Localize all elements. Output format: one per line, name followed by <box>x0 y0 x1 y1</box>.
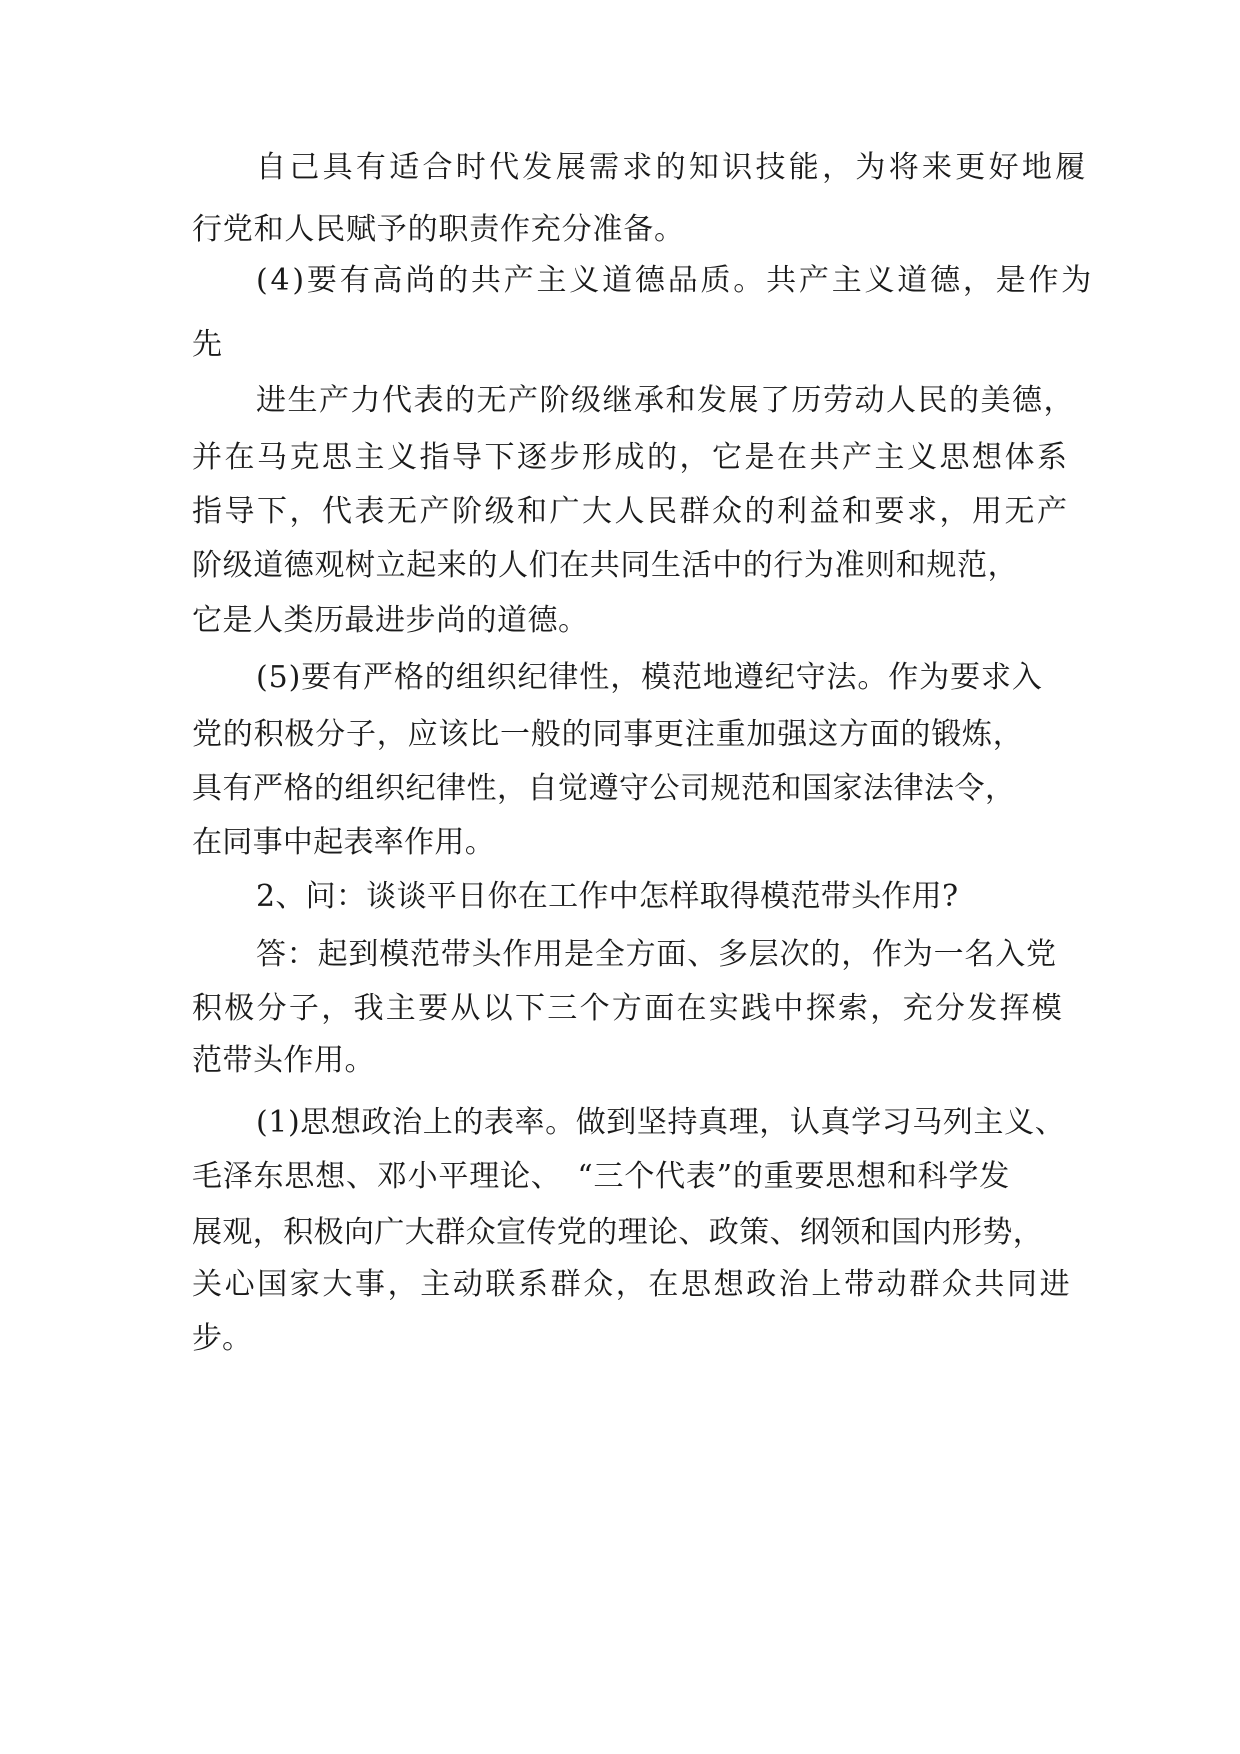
text-line-22: 步。 <box>192 1321 252 1356</box>
text-line-17: 范带头作用。 <box>192 1043 375 1078</box>
text-line-18: (1)思想政治上的表率。做到坚持真理，认真学习马列主义、 <box>256 1105 1066 1140</box>
text-line-1: 自己具有适合时代发展需求的知识技能，为将来更好地履 <box>256 150 1089 185</box>
text-line-5: 进生产力代表的无产阶级继承和发展了历劳动人民的美德， <box>256 383 1075 418</box>
text-line-8: 阶级道德观树立起来的人们在共同生活中的行为准则和规范， <box>192 548 1019 583</box>
text-line-20: 展观，积极向广大群众宣传党的理论、政策、纲领和国内形势， <box>192 1215 1044 1250</box>
text-line-13: 在同事中起表率作用。 <box>192 825 495 860</box>
text-line-11: 党的积极分子，应该比一般的同事更注重加强这方面的锻炼， <box>192 717 1024 752</box>
text-line-10: (5)要有严格的组织纪律性，模范地遵纪守法。作为要求入 <box>256 660 1043 695</box>
text-line-3: (4)要有高尚的共产主义道德品质。共产主义道德，是作为 <box>256 263 1095 298</box>
text-line-2: 行党和人民赋予的职责作充分准备。 <box>192 212 685 247</box>
text-line-21: 关心国家大事，主动联系群众，在思想政治上带动群众共同进 <box>192 1267 1073 1302</box>
text-line-15: 答：起到模范带头作用是全方面、多层次的，作为一名入党 <box>256 937 1057 972</box>
text-line-9: 它是人类历最进步尚的道德。 <box>192 603 589 638</box>
text-line-7: 指导下，代表无产阶级和广大人民群众的利益和要求，用无产 <box>192 494 1070 529</box>
text-line-4: 先 <box>192 327 222 362</box>
text-line-16: 积极分子，我主要从以下三个方面在实践中探索，充分发挥模 <box>192 991 1065 1026</box>
text-line-6: 并在马克思主义指导下逐步形成的，它是在共产主义思想体系 <box>192 440 1070 475</box>
text-line-12: 具有严格的组织纪律性，自觉遵守公司规范和国家法律法令， <box>192 771 1016 806</box>
text-line-14: 2、问：谈谈平日你在工作中怎样取得模范带头作用? <box>256 879 959 914</box>
text-line-19: 毛泽东思想、邓小平理论、 “三个代表”的重要思想和科学发 <box>192 1159 1011 1194</box>
